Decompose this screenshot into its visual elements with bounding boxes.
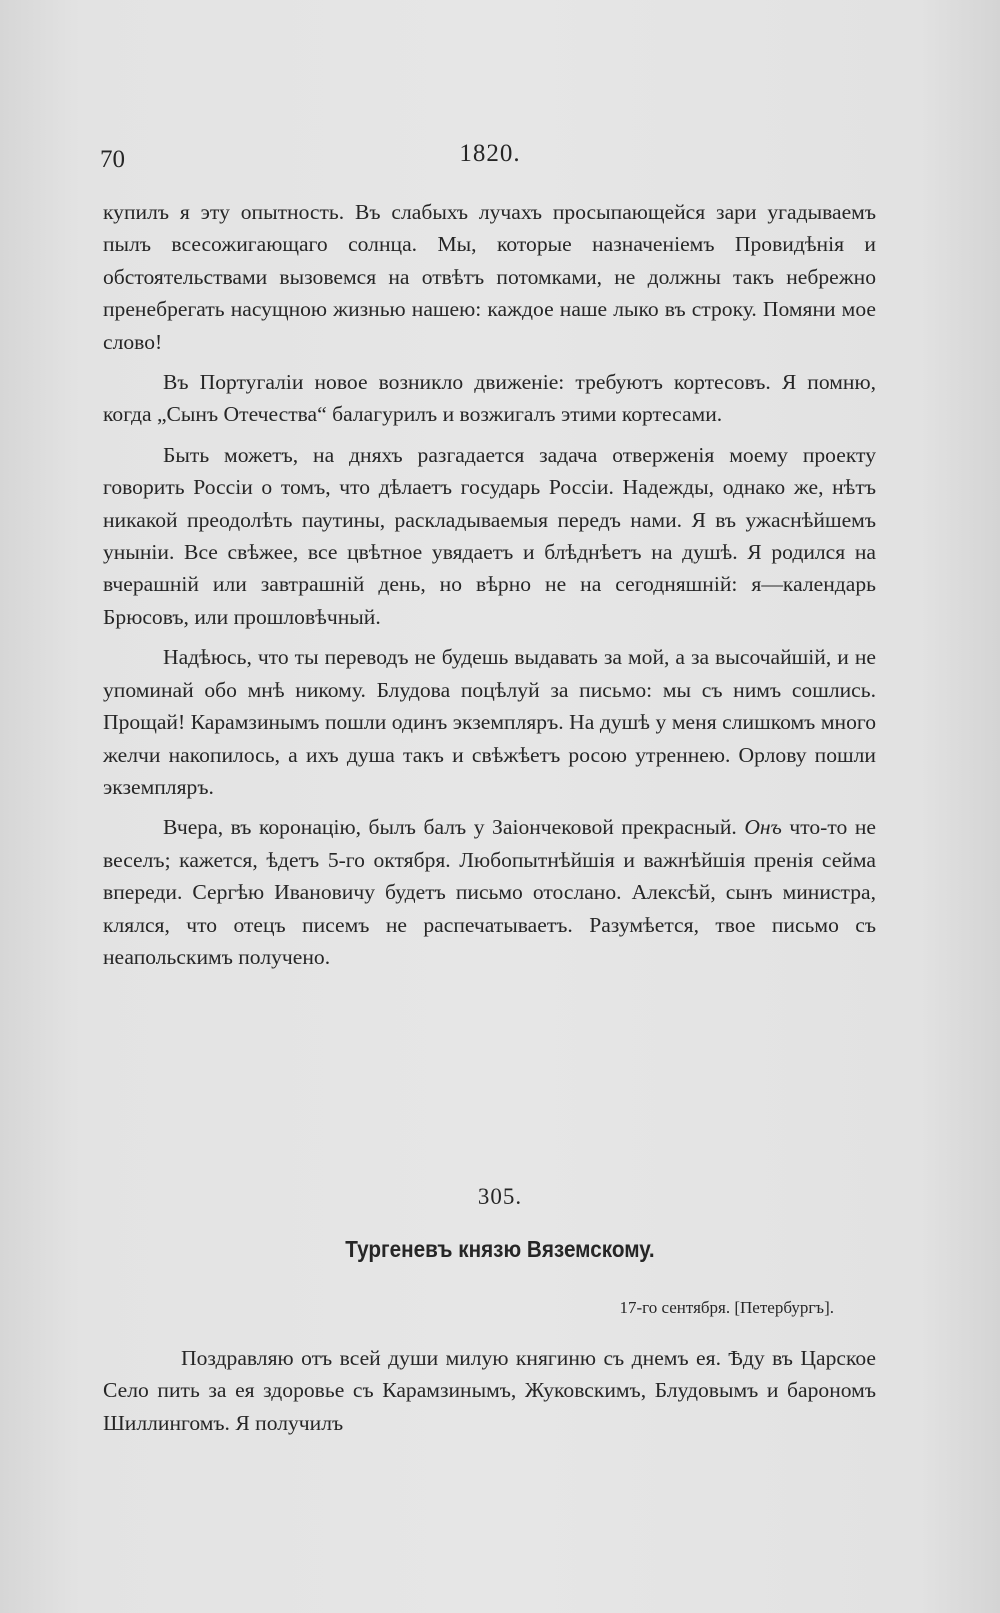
paragraph-5-italic: Онъ	[744, 815, 782, 840]
paragraph-5	[103, 811, 876, 973]
letter-number: 305.	[477, 1184, 523, 1209]
paragraph-3: Быть можетъ, на дняхъ разгадается задача отверженія моему проекту говорить Россіи о томъ, что дѣлаетъ государь Россіи. Надежды, однако же, нѣтъ никакой преодолѣть паутины, раскладываемыя передъ нами. Я въ ужаснѣйшемъ уныніи. Все свѣжее, все цвѣтное увядаетъ и блѣднѣетъ на душѣ. Я родился на вчерашній или завтрашній день, но вѣрно не на сегодняшній: я—календарь Брюсовъ, или прошловѣчный.	[103, 442, 876, 629]
paragraph-1: купилъ я эту опытность. Въ слабыхъ лучахъ просыпающейся зари угадываемъ пылъ всесожигающаго солнца. Мы, которые назначеніемъ Провидѣнія и обстоятельствами вызовемся на отвѣтъ потомками, не должны такъ небрежно пренебрегать насущною жизнью нашею: каждое наше лыко въ строку. Помяни мое слово!	[103, 200, 876, 354]
running-head	[100, 140, 880, 180]
page-number: 70	[100, 146, 125, 173]
body-text	[103, 196, 876, 981]
paragraph-5-start: Вчера, въ коронацію, былъ балъ у Заіончековой прекрасный.	[163, 815, 745, 840]
letter-heading: Тургеневъ князю Вяземскому.	[345, 1236, 655, 1262]
paragraph-5-end: что-то не веселъ; кажется, ѣдетъ 5-го октября. Любопытнѣйшія и важнѣйшія пренія сейма впереди. Сергѣю Ивановичу будетъ письмо отослано. Алексѣй, сынъ министра, клялся, что отецъ писемъ не распечатываетъ. Разумѣется, твое письмо съ неапольскимъ получено.	[103, 815, 876, 969]
paragraph-2: Въ Португаліи новое возникло движеніе: требуютъ кортесовъ. Я помню, когда „Сынъ Отечества“ балагурилъ и возжигалъ этими кортесами.	[103, 370, 876, 427]
letter-date: 17-го сентября. [Петербургъ].	[619, 1298, 834, 1317]
letter-text	[103, 1342, 876, 1439]
letter-paragraph-1: Поздравляю отъ всей души милую княгиню съ днемъ ея. Ѣду въ Царское Село пить за ея здоровье съ Карамзинымъ, Жуковскимъ, Блудовымъ и барономъ Шиллингомъ. Я получилъ	[103, 1346, 876, 1435]
running-head-year: 1820.	[459, 140, 521, 167]
paragraph-4: Надѣюсь, что ты переводъ не будешь выдавать за мой, а за высочайшій, и не упоминай обо мнѣ никому. Блудова поцѣлуй за письмо: мы съ нимъ сошлись. Прощай! Карамзинымъ пошли одинъ экземпляръ. На душѣ у меня слишкомъ много желчи накопилось, а ихъ душа такъ и свѣжѣетъ росою утреннею. Орлову пошли экземпляръ.	[103, 645, 876, 799]
